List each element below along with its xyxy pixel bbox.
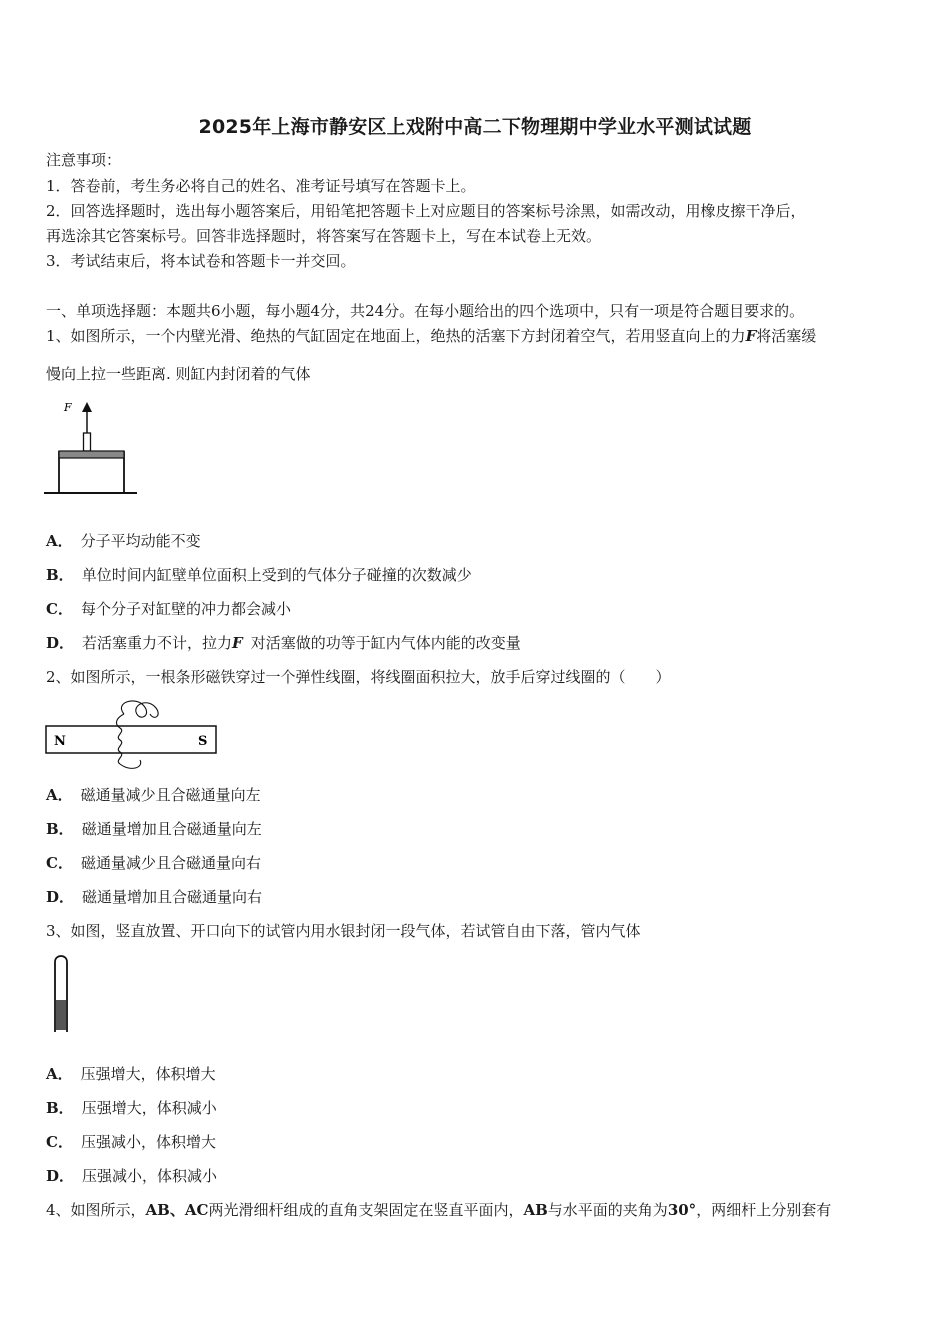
force-label: F — [64, 401, 72, 414]
option-3b: B． 压强增大，体积减小 — [46, 1099, 217, 1117]
notice-item: 3．考试结束后，将本试卷和答题卡一并交回。 — [46, 252, 356, 270]
question-2-text: 2、如图所示，一根条形磁铁穿过一个弹性线圈，将线圈面积拉大，放手后穿过线圈的（ ） — [46, 668, 671, 686]
bar-magnet — [46, 726, 216, 753]
magnet-coil-figure — [44, 696, 220, 772]
notice-item: 1．答卷前，考生务必将自己的姓名、准考证号填写在答题卡上。 — [46, 177, 476, 195]
question-4-text: 4、如图所示，AB、AC两光滑细杆组成的直角支架固定在竖直平面内，AB与水平面的夹角为30°，两细杆上分别套有 — [46, 1201, 832, 1219]
piston-rod — [84, 433, 91, 451]
force-symbol: F — [745, 327, 757, 345]
option-1b: B． 单位时间内缸壁单位面积上受到的气体分子碰撞的次数减少 — [46, 566, 472, 584]
question-3-text: 3、如图，竖直放置、开口向下的试管内用水银封闭一段气体，若试管自由下落，管内气体 — [46, 922, 641, 940]
option-2d: D． 磁通量增加且合磁通量向右 — [46, 888, 263, 906]
option-1c: C． 每个分子对缸壁的冲力都会减小 — [46, 600, 291, 618]
notice-item: 2．回答选择题时，选出每小题答案后，用铅笔把答题卡上对应题目的答案标号涂黑，如需改动，用橡皮擦干净后， — [46, 202, 806, 220]
question-1-text-2: 慢向上拉一些距离. 则缸内封闭着的气体 — [46, 365, 311, 383]
option-2a: A． 磁通量减少且合磁通量向左 — [46, 786, 261, 804]
test-tube-figure — [52, 954, 70, 1036]
mercury-column — [56, 1000, 66, 1030]
piston — [59, 451, 124, 458]
option-3d: D． 压强减小，体积减小 — [46, 1167, 218, 1185]
option-2c: C． 磁通量减少且合磁通量向右 — [46, 854, 261, 872]
notice-item: 再选涂其它答案标号。回答非选择题时，将答案写在答题卡上，写在本试卷上无效。 — [46, 227, 602, 245]
page-title: 2025年上海市静安区上戏附中高二下物理期中学业水平测试试题 — [198, 116, 752, 138]
south-pole-label: S — [198, 734, 208, 749]
cylinder-piston-figure — [44, 398, 140, 496]
force-arrow — [82, 402, 92, 412]
option-1a: A． 分子平均动能不变 — [46, 532, 201, 550]
option-2b: B． 磁通量增加且合磁通量向左 — [46, 820, 262, 838]
section-heading: 一、单项选择题：本题共6小题，每小题4分，共24分。在每小题给出的四个选项中，只有一项是符合题目要求的。 — [46, 302, 805, 320]
north-pole-label: N — [54, 734, 66, 749]
option-3a: A． 压强增大，体积增大 — [46, 1065, 216, 1083]
option-1d: D． 若活塞重力不计，拉力F 对活塞做的功等于缸内气体内能的改变量 — [46, 634, 521, 652]
notice-heading: 注意事项： — [46, 151, 122, 169]
option-3c: C． 压强减小，体积增大 — [46, 1133, 216, 1151]
question-1-text: 1、如图所示，一个内壁光滑、绝热的气缸固定在地面上，绝热的活塞下方封闭着空气，若用竖直向上的力F将活塞缓 — [46, 327, 817, 345]
